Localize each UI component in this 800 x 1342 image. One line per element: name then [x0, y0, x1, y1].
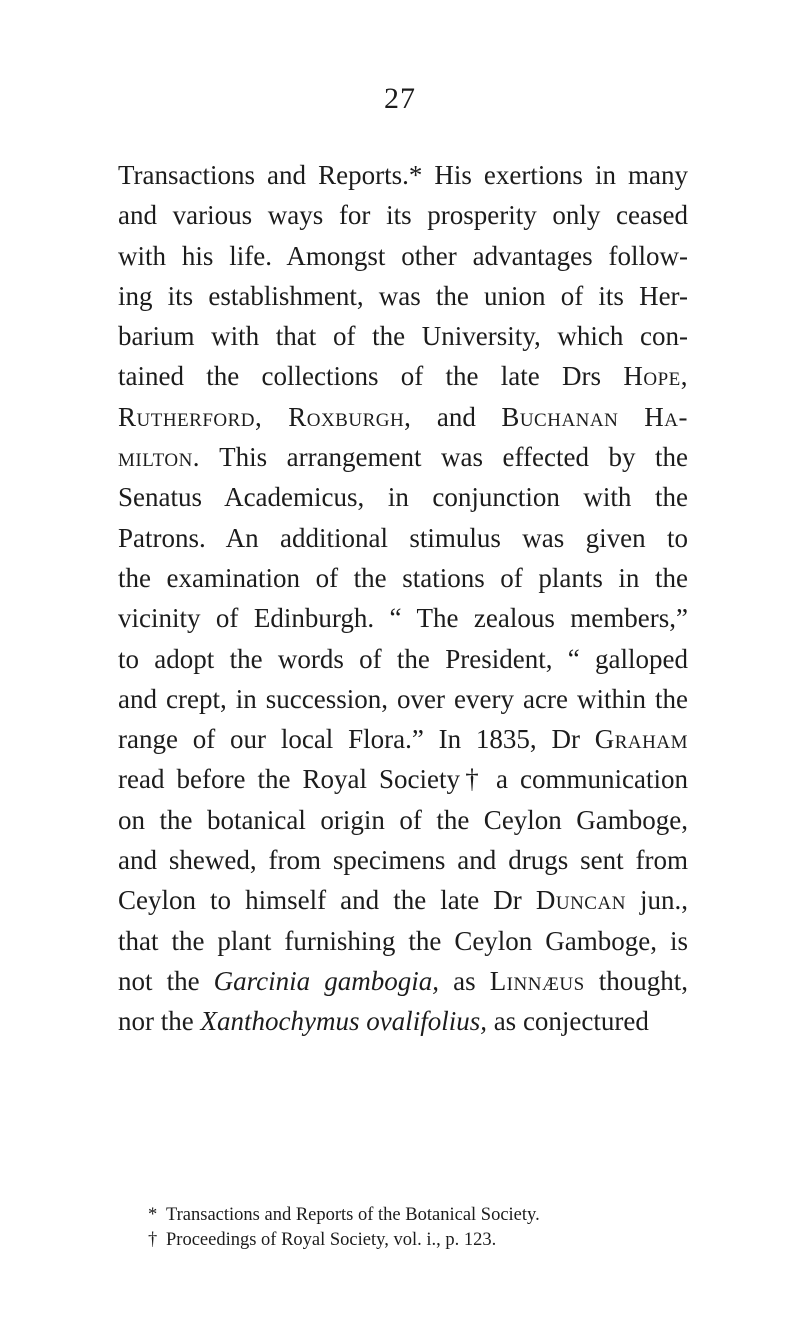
italic-taxon: Xanthochymus ovalifolius,: [200, 1006, 487, 1037]
text-line: [118, 276, 688, 316]
text-segment: to adopt the words of the President, “ galloped: [118, 643, 688, 674]
text-line: [118, 719, 688, 759]
text-segment: not the: [118, 965, 214, 996]
text-segment: with his life. Amongst other advantages follow-: [118, 240, 688, 271]
footnote-mark: †: [148, 1230, 158, 1250]
text-line: [118, 1001, 688, 1041]
text-segment: thought,: [584, 965, 688, 996]
text-line: [118, 840, 688, 880]
small-caps-name: Buchanan Ha-: [501, 401, 688, 432]
footnotes: [148, 1203, 708, 1253]
text-line: [118, 800, 688, 840]
text-segment: range of our local Flora.” In 1835, Dr: [118, 724, 595, 755]
small-caps-name: Duncan: [535, 885, 626, 916]
text-segment: Transactions and Reports.* His exertions in many: [118, 160, 688, 190]
small-caps-name: Graham: [594, 724, 688, 755]
text-line: [118, 759, 688, 799]
text-segment: Senatus Academicus, in conjunction with the: [118, 482, 688, 513]
text-line: [118, 961, 688, 1001]
small-caps-name: milton.: [118, 442, 201, 473]
text-segment: Ceylon to himself and the late Dr: [118, 885, 536, 916]
text-segment: and shewed, from specimens and drugs sent from: [118, 845, 688, 876]
text-segment: jun.,: [625, 885, 688, 916]
small-caps-name: Hope,: [623, 361, 688, 392]
footnote-text: Transactions and Reports of the Botanical Society.: [166, 1205, 540, 1225]
text-line: [118, 477, 688, 517]
text-segment: the examination of the stations of plants in the: [118, 562, 688, 593]
text-line: [118, 679, 688, 719]
footnote: [148, 1203, 708, 1228]
text-line: [118, 397, 688, 437]
text-segment: as conjectured: [486, 1006, 649, 1037]
page-number: 27: [384, 82, 416, 115]
italic-taxon: Garcinia gambogia,: [213, 965, 440, 996]
text-segment: Patrons. An additional stimulus was given to: [118, 522, 688, 553]
body-text: [118, 155, 688, 1042]
text-segment: and: [411, 401, 502, 432]
text-line: [118, 558, 688, 598]
text-line: [118, 518, 688, 558]
footnote: [148, 1228, 708, 1253]
text-line: [118, 921, 688, 961]
text-line: [118, 316, 688, 356]
text-line: [118, 437, 688, 477]
text-segment: This arrangement was effected by the: [200, 442, 688, 473]
text-line: [118, 236, 688, 276]
text-line: [118, 880, 688, 920]
text-segment: that the plant furnishing the Ceylon Gamboge, is: [118, 925, 688, 956]
text-line: [118, 356, 688, 396]
text-segment: ing its establishment, was the union of its Her-: [118, 280, 688, 311]
text-segment: read before the Royal Society† a communication: [118, 764, 688, 795]
small-caps-name: Linnæus: [489, 965, 585, 996]
text-line: [118, 598, 688, 638]
text-segment: and various ways for its prosperity only ceased: [118, 200, 688, 231]
small-caps-name: Rutherford, Roxburgh,: [118, 401, 412, 432]
footnote-text: Proceedings of Royal Society, vol. i., p. 123.: [166, 1230, 497, 1250]
text-line: [118, 195, 688, 235]
text-segment: barium with that of the University, which con-: [118, 321, 688, 352]
text-segment: on the botanical origin of the Ceylon Gamboge,: [118, 804, 688, 835]
text-segment: vicinity of Edinburgh. “ The zealous members,”: [118, 603, 688, 634]
text-segment: tained the collections of the late Drs: [118, 361, 624, 392]
text-segment: as: [439, 965, 490, 996]
text-segment: nor the: [118, 1006, 201, 1037]
text-segment: and crept, in succession, over every acre within the: [118, 683, 688, 714]
text-line: [118, 155, 688, 195]
text-line: [118, 639, 688, 679]
footnote-mark: *: [148, 1205, 158, 1225]
